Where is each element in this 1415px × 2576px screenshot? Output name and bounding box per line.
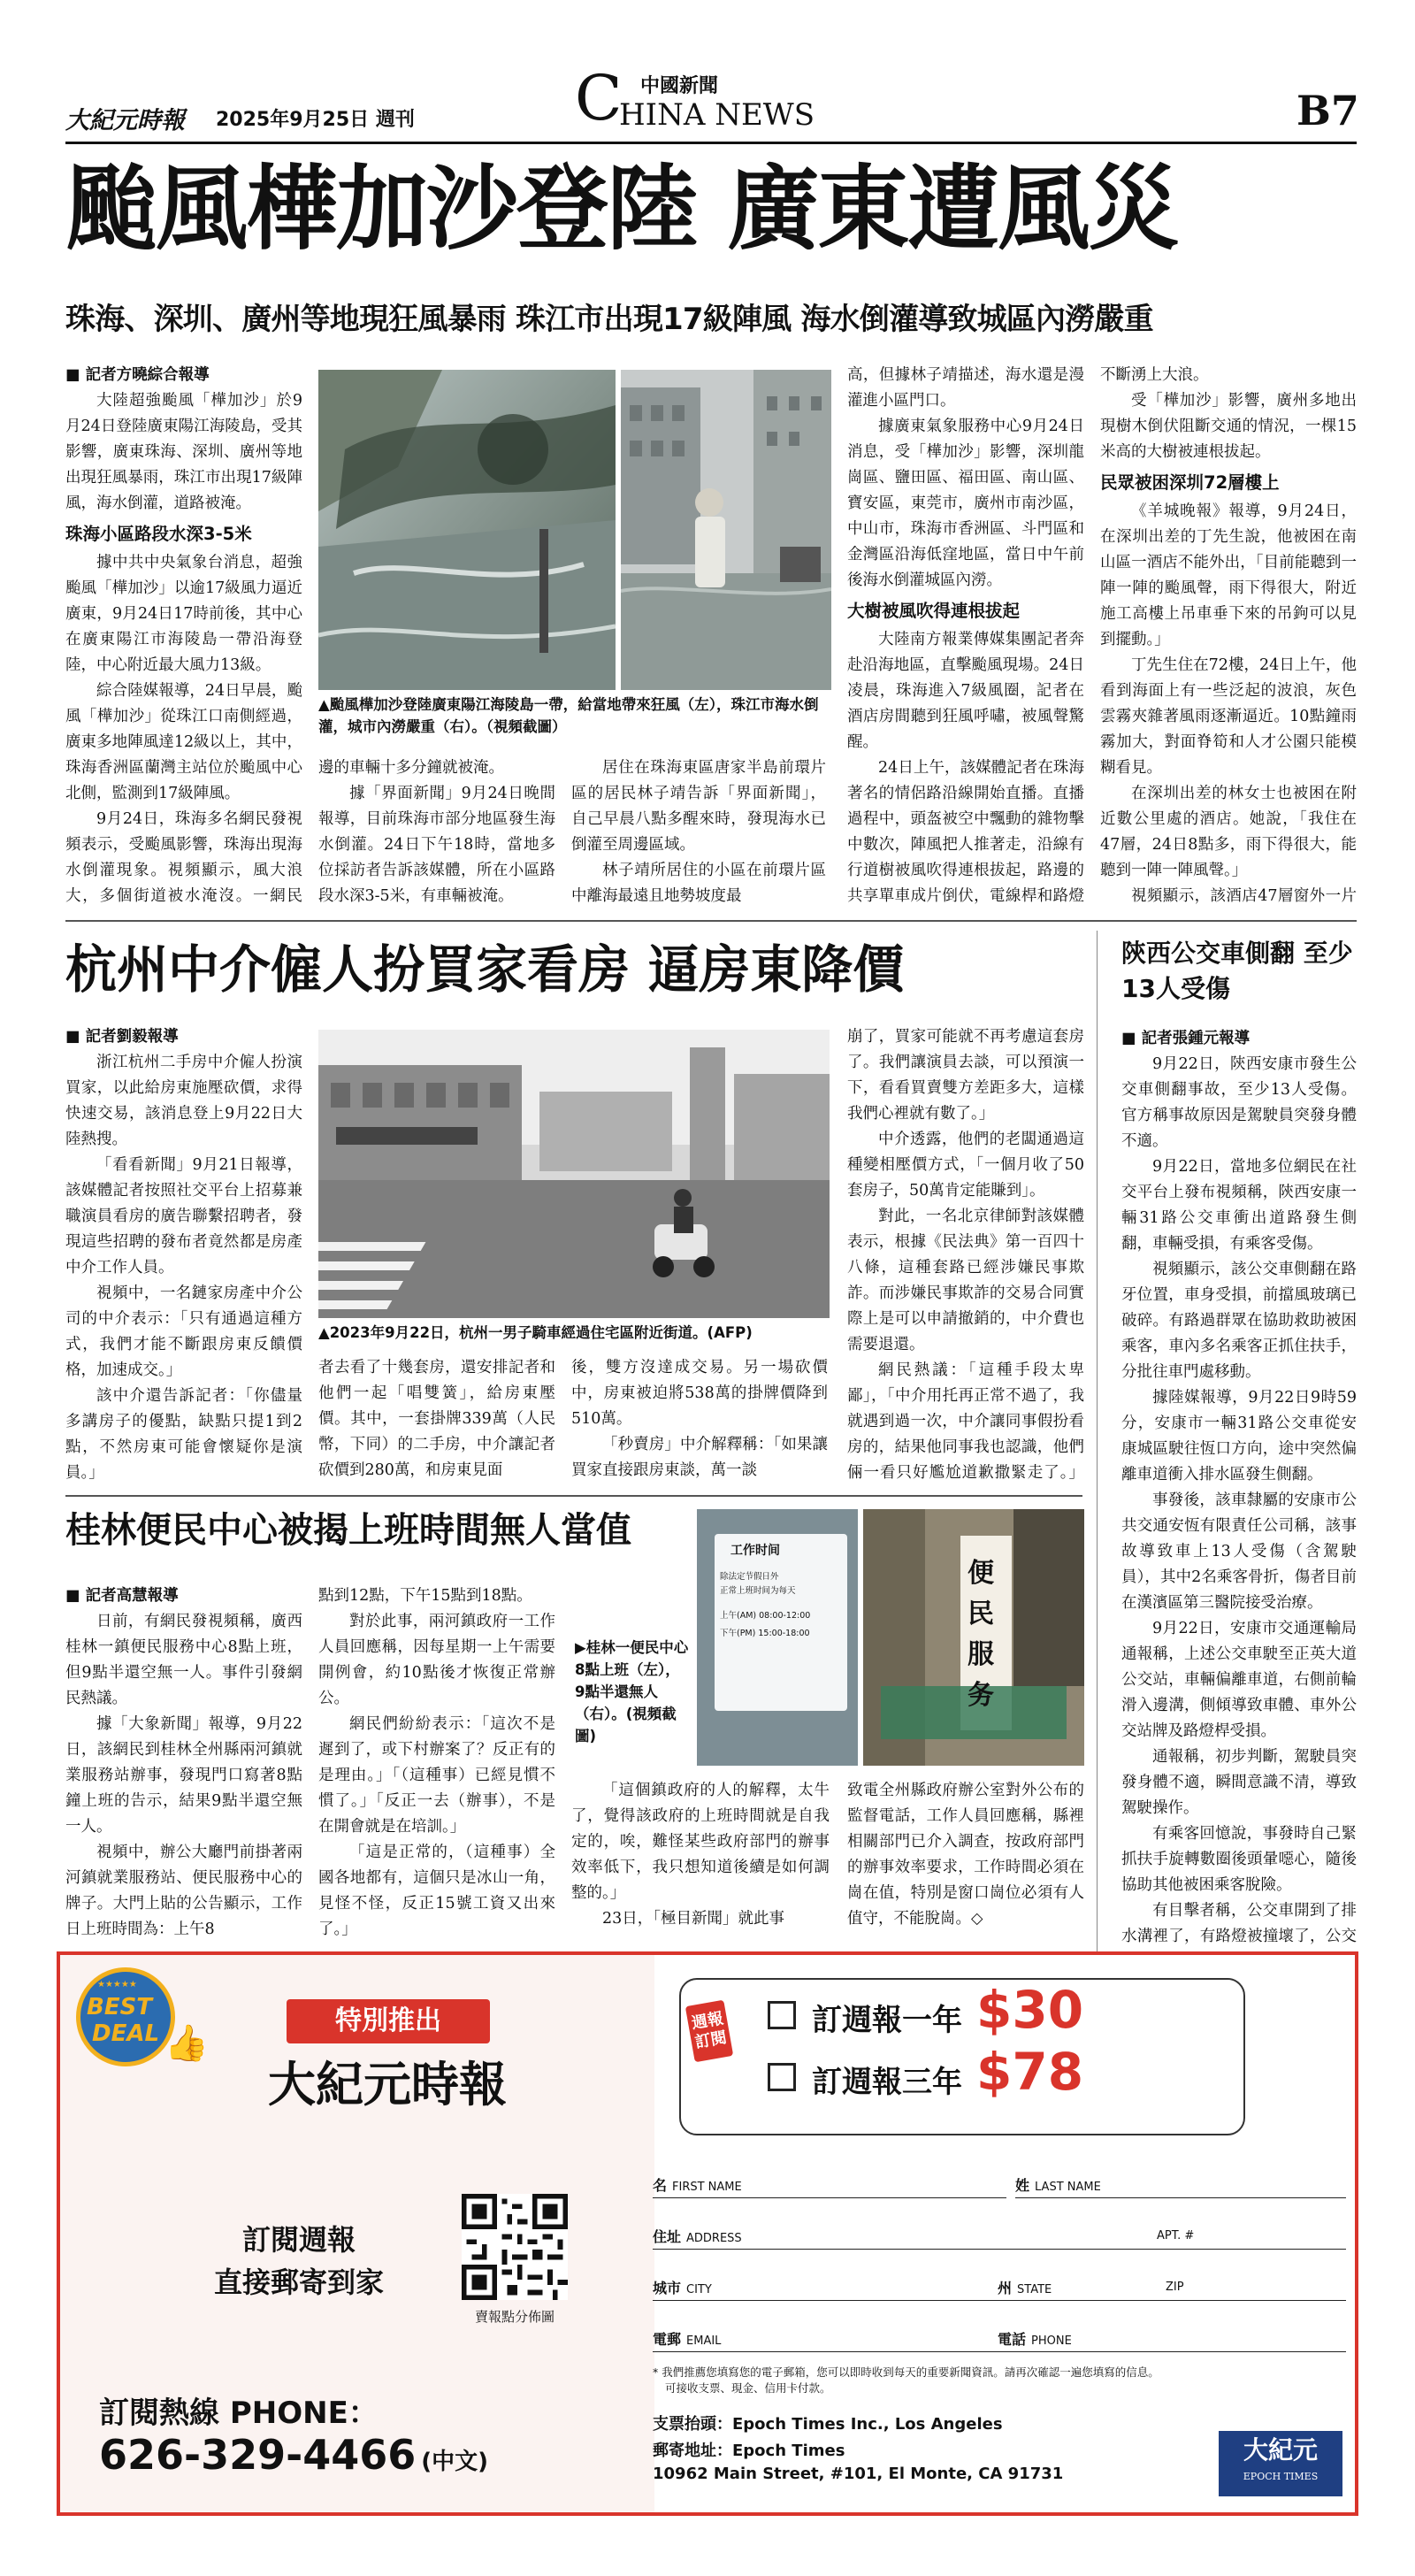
field-label: 姓 xyxy=(1015,2177,1030,2194)
field-label-en: FIRST NAME xyxy=(672,2181,742,2194)
qr-caption: 賣報點分佈圖 xyxy=(474,2309,555,2325)
sign-title: 工作时间 xyxy=(730,1544,780,1558)
payee-line xyxy=(653,2411,1003,2434)
subscription-ad xyxy=(57,1951,1358,2516)
field-underline xyxy=(653,2351,1346,2352)
lead-headline: 颱風樺加沙登陸 廣東遭風災 xyxy=(65,155,1179,263)
paragraph: 受「樺加沙」影響，廣州多地出現樹木倒伏阻斷交通的情況，一棵15米高的大樹被連根拔起。 xyxy=(1100,392,1357,461)
city-field[interactable] xyxy=(653,2277,712,2297)
hotline[interactable] xyxy=(99,2431,488,2479)
byline: ■ 記者張鍾元報導 xyxy=(1121,1030,1251,1047)
paragraph: 綜合陸媒報導，24日早晨，颱風「樺加沙」從珠江口南側經過，廣東多地陣風達12級以上，其中，珠海香洲區蘭灣主站位於颱風中心北側，監測到17級陣風。 xyxy=(65,682,302,802)
paragraph: 大陸南方報業傳媒集團記者奔赴沿海地區，直擊颱風現場。24日凌晨，珠海進入7級風圈，記者在酒店房間聽到狂風呼嘯，被風聲驚醒。 xyxy=(847,631,1084,751)
paragraph: 點到12點，下午15點到18點。 xyxy=(318,1587,532,1605)
paragraph: 據陸媒報導，9月22日9時59分，安康市一輛31路公交車從安康城區駛往恆口方向，途中突然偏離車道衝入排水區發生側翻。 xyxy=(1121,1389,1357,1484)
field-label: 電話 xyxy=(998,2331,1027,2348)
paragraph: 9月22日，安康市交通運輸局通報稱，上述公交車駛至正英大道公交站，車輛偏離車道，右側前輪滑入邊溝，側傾導致車體、車外公交站牌及路燈桿受損。 xyxy=(1121,1620,1357,1740)
mail-name: Epoch Times xyxy=(732,2442,845,2460)
section-logo xyxy=(575,62,840,134)
paragraph: 24日上午，該媒體記者在珠海著名的情侶路沿線開始直播。直播過程中，頭盔被空中飄動的雜物擊中數次，陣風把人推著走，沿線有行道樹被風吹得連根拔起，路邊的共享單車成片倒伏，電線桿和路燈 xyxy=(847,759,1084,905)
apt-field[interactable] xyxy=(1157,2226,1194,2242)
lead-photo-caption: ▲颱風樺加沙登陸廣東陽江海陵島一帶，給當地帶來狂風（左），珠江市海水倒灌，城市內澇嚴重（右）。（視頻截圖） xyxy=(318,696,819,735)
hangzhou-column-3 xyxy=(571,1355,828,1484)
guilin-headline: 桂林便民中心被揭上班時間無人當值 xyxy=(65,1510,631,1551)
sign-hours-pm: 下午(PM) 15:00-18:00 xyxy=(720,1629,810,1638)
sign-line: 正常上班时间为每天 xyxy=(720,1586,796,1596)
field-label-en: ADDRESS xyxy=(686,2232,742,2245)
paragraph: 在深圳出差的林女士也被困在附近數公里處的酒店。她說，「我住在47層，24日8點多，雨下得很大，能聽到一陣一陣風聲。」 xyxy=(1100,785,1357,879)
paper-name: 大紀元時報 xyxy=(65,107,185,134)
offer2-label: 訂週報三年 xyxy=(812,2065,962,2100)
paragraph: 9月22日，陝西安康市發生公交車側翻事故，至少13人受傷。官方稱事故原因是駕駛員突發身體不適。 xyxy=(1121,1055,1357,1150)
typhoon-wind-photo xyxy=(318,370,616,690)
field-label: 城市 xyxy=(653,2280,682,2296)
lead-column-3 xyxy=(571,755,826,911)
paragraph: 視頻中，一名鏈家房產中介公司的中介表示：「只有通過這種方式，我們才能不斷跟房東反饋價格，加速成交。」 xyxy=(65,1284,302,1379)
guilin-column-1 xyxy=(65,1583,302,1937)
paragraph: 「這個鎮政府的人的解釋，太牛了，覺得該政府的上班時間就是自我定的，唉，難怪某些政府部門的辦事效率低下，我只想知道後續是如何調整的。」 xyxy=(571,1782,830,1902)
subscribe-line: 訂閱週報 xyxy=(241,2223,356,2257)
badge-stars: ★★★★★ xyxy=(97,1980,137,1990)
lead-column-4 xyxy=(847,363,1084,911)
last-name-field[interactable] xyxy=(1015,2174,1101,2195)
paragraph: 該中介還告訴記者：「你儘量多講房子的優點，缺點只提1到2點，不然房東可能會懷疑你是演員。」 xyxy=(65,1387,302,1482)
field-underline xyxy=(653,2197,1006,2198)
section-divider xyxy=(65,920,1357,922)
field-underline xyxy=(653,2300,1346,2301)
qr-code[interactable] xyxy=(462,2194,568,2300)
address-field[interactable] xyxy=(653,2226,742,2246)
offer-ticket xyxy=(679,1978,1245,2135)
epoch-times-logo xyxy=(1219,2431,1342,2496)
paragraph: 日前，有網民發視頻稱，廣西桂林一鎮便民服務中心8點上班，但9點半還空無一人。事件引發網民熱議。 xyxy=(65,1613,302,1707)
offer1-label: 訂週報一年 xyxy=(812,2003,962,2038)
masthead-rule xyxy=(65,142,1357,144)
paragraph: 「秒賣房」中介解釋稱：「如果讓買家直接跟房東談，萬一談 xyxy=(571,1436,828,1479)
paragraph: 通報稱，初步判斷，駕駛員突發身體不適，瞬間意識不清，導致駕駛操作。 xyxy=(1121,1748,1357,1817)
sign-line: 除法定节假日外 xyxy=(720,1572,779,1582)
field-label-en: EMAIL xyxy=(686,2334,722,2348)
paragraph: 網民熱議：「這種手段太卑鄙」，「中介用托再正常不過了，我就遇到過一次，中介讓同事假扮看房的，結果他同事我也認識，他們倆一看只好尷尬道歉撒緊走了。」 xyxy=(847,1361,1084,1482)
form-note: 可接收支票、現金、信用卡付款。 xyxy=(665,2381,831,2395)
badge-text: BEST xyxy=(87,1994,153,2020)
paragraph: 據中共中央氣象台消息，超強颱風「樺加沙」以逾17級風力逼近廣東，9月24日17時前後，其中心在廣東陽江市海陵島一帶沿海登陸，中心附近最大風力13級。 xyxy=(65,554,302,674)
paragraph: 《羊城晚報》報導，9月24日，在深圳出差的丁先生說，他被困在南山區一酒店不能外出，「目前能聽到一陣一陣的颱風聲，雨下得很大，附近施工高樓上吊車垂下來的吊鉤可以見到擺動。」 xyxy=(1100,502,1357,648)
logo-en: EPOCH TIMES xyxy=(1243,2471,1319,2482)
paragraph: 者去看了十幾套房，還安排記者和他們一起「唱雙簧」，給房東壓價。其中，一套掛牌339萬（人民幣，下同）的二手房，中介讓記者砍價到280萬，和房東見面 xyxy=(318,1359,555,1479)
guilin-sign-photo xyxy=(697,1509,858,1766)
hangzhou-street-photo xyxy=(318,1030,830,1318)
hangzhou-headline: 杭州中介僱人扮買家看房 逼房東降價 xyxy=(65,939,905,1000)
form-note: * 我們推薦您填寫您的電子郵箱，您可以即時收到每天的重要新聞資訊。請再次確認一遍您填寫的信息。 xyxy=(653,2365,1159,2379)
paragraph: 不斷湧上大浪。 xyxy=(1100,366,1209,384)
sign-hours-am: 上午(AM) 08:00-12:00 xyxy=(720,1611,811,1621)
guilin-column-2 xyxy=(318,1583,555,1937)
logo-zh: 大紀元 xyxy=(1243,2435,1318,2465)
paragraph: 9月24日，珠海多名網民發視頻表示，受颱風影響，珠海出現海水倒灌現象。視頻顯示，風大浪大，多個街道被水淹沒。一網民 xyxy=(65,810,302,905)
offer2-checkbox[interactable] xyxy=(768,2063,796,2091)
field-label-en: ZIP xyxy=(1166,2281,1184,2294)
section-en: HINA NEWS xyxy=(619,97,815,133)
page-number: B7 xyxy=(1296,87,1359,134)
lead-column-5 xyxy=(1100,363,1357,911)
paragraph: 事發後，該車隸屬的安康市公共交通安恆有限責任公司稱，該事故導致車上13人受傷（含駕駛員），其中2名乘客骨折，傷者目前在漢濱區第三醫院接受治療。 xyxy=(1121,1491,1357,1612)
field-label: 住址 xyxy=(653,2228,682,2245)
hangzhou-photo-caption: ▲2023年9月22日，杭州一男子騎車經過住宅區附近街道。(AFP) xyxy=(318,1324,753,1341)
hotline-number[interactable]: 626-329-4466 xyxy=(99,2431,417,2479)
byline: ■ 記者方曉綜合報導 xyxy=(65,366,210,384)
field-label-en: APT. # xyxy=(1157,2229,1195,2242)
paragraph: 「看看新聞」9月21日報導，該媒體記者按照社交平台上招募兼職演員看房的廣告聯繫招聘者，發現這些招聘的發布者竟然都是房產中介工作人員。 xyxy=(65,1156,302,1276)
paragraph: 視頻中，辦公大廳門前掛著兩河鎮就業服務站、便民服務中心的牌子。大門上貼的公告顯示，工作日上班時間為：上午8 xyxy=(65,1844,302,1937)
issue-date: 2025年9月25日 週刊 xyxy=(216,109,415,131)
section-zh: 中國新聞 xyxy=(640,75,719,97)
paragraph: 對此，一名北京律師對該媒體表示，根據《民法典》第一百四十八條，這種套路已經涉嫌民事欺詐。而涉嫌民事欺詐的交易合同實際上是可以申請撤銷的，中介費也需要退還。 xyxy=(847,1208,1084,1353)
paragraph: 邊的車輛十多分鐘就被淹。 xyxy=(318,759,504,777)
paragraph: 林子靖所居住的小區在前環片區中離海最遠且地勢坡度最 xyxy=(571,862,826,905)
lead-column-2 xyxy=(318,755,555,911)
sign-service-text: 便民服务 xyxy=(968,1558,994,1711)
subscription-tag: 週報訂閱 xyxy=(685,2000,733,2063)
guilin-column-4 xyxy=(847,1778,1084,1937)
ad-title: 大紀元時報 xyxy=(268,2057,507,2112)
offer2-price: $78 xyxy=(976,2042,1084,2102)
paragraph: 有乘客回憶說，事發時自己緊抓扶手旋轉數圈後頭暈噁心，隨後協助其他被困乘客脫險。 xyxy=(1121,1825,1357,1894)
guilin-office-photo xyxy=(863,1509,1084,1766)
paragraph: 居住在珠海東區唐家半島前環片區的居民林子靖告訴「界面新聞」，自己早晨八點多醒來時，發現海水已倒灌至周邊區域。 xyxy=(571,759,826,854)
paragraph: 致電全州縣政府辦公室對外公布的監督電話，工作人員回應稱，縣裡相關部門已介入調查，按政府部門的辦事效率要求，工作時間必須在崗在值，特別是窗口崗位必須有人值守，不能脫崗。◇ xyxy=(847,1782,1084,1928)
subscribe-line: 直接郵寄到家 xyxy=(213,2266,384,2299)
field-underline xyxy=(1015,2197,1346,2198)
payee: Epoch Times Inc., Los Angeles xyxy=(732,2415,1003,2434)
section-initial: C xyxy=(575,62,623,134)
paragraph: 視頻顯示，該酒店47層窗外一片 xyxy=(1131,887,1357,905)
mail-label: 郵寄地址： xyxy=(653,2442,732,2460)
hotline-label: 訂閱熱線 PHONE： xyxy=(99,2396,379,2431)
paragraph: 浙江杭州二手房中介僱人扮演買家，以此給房東施壓砍價，求得快速交易，該消息登上9月22日大陸熱搜。 xyxy=(65,1054,302,1148)
hangzhou-column-1 xyxy=(65,1024,302,1484)
lead-column-1 xyxy=(65,363,302,911)
shaanxi-headline: 陝西公交車側翻 至少13人受傷 xyxy=(1121,939,1353,1003)
field-label: 電郵 xyxy=(653,2331,682,2348)
guilin-photo-caption: ▶桂林一便民中心8點上班（左），9點半還無人（右）。(視頻截圖) xyxy=(575,1639,689,1744)
thumbs-up-icon: 👍 xyxy=(164,2023,209,2064)
paragraph: 視頻顯示，該公交車側翻在路牙位置，車身受損，前擋風玻璃已破碎。有路過群眾在協助救助被困乘客，車內多名乘客正抓住扶手，分批往車門處移動。 xyxy=(1121,1261,1357,1381)
best-deal-badge xyxy=(76,1967,209,2082)
section-divider xyxy=(65,1495,1082,1497)
zip-field[interactable] xyxy=(1166,2277,1184,2294)
email-field[interactable] xyxy=(653,2328,721,2349)
paragraph: 後，雙方沒達成交易。另一場砍價中，房東被迫將538萬的掛牌價降到510萬。 xyxy=(571,1359,828,1428)
field-label: 州 xyxy=(998,2280,1013,2296)
offer1-price: $30 xyxy=(976,1980,1084,2040)
lead-subhead: 珠海、深圳、廣州等地現狂風暴雨 珠江市出現17級陣風 海水倒灌導致城區內澇嚴重 xyxy=(65,302,1153,337)
paragraph: 崩了，買家可能就不再考慮這套房了。我們讓演員去談，可以預演一下，看看買賣雙方差距多大，這樣我們心裡就有數了。」 xyxy=(847,1028,1084,1123)
subheading: 民眾被困深圳72層樓上 xyxy=(1100,472,1280,493)
field-underline xyxy=(653,2249,1346,2250)
phone-field[interactable] xyxy=(998,2328,1072,2349)
paragraph: 「這是正常的，（這種事）全國各地都有，這個只是冰山一角，見怪不怪，反正15號工資又出來了。」 xyxy=(318,1844,555,1937)
field-label-en: CITY xyxy=(686,2283,712,2296)
paragraph: 大陸超強颱風「樺加沙」於9月24日登陸廣東陽江海陵島，受其影響，廣東珠海、深圳、廣州等地出現狂風暴雨，珠江市出現17級陣風，海水倒灌，道路被淹。 xyxy=(65,392,302,512)
flooded-street-photo xyxy=(621,370,831,690)
hotline-language: (中文) xyxy=(421,2449,489,2475)
mail-street: 10962 Main Street, #101, El Monte, CA 91731 xyxy=(653,2465,1064,2483)
paragraph: 23日，「極目新聞」就此事 xyxy=(602,1910,785,1928)
hangzhou-column-2 xyxy=(318,1355,555,1484)
paragraph: 據廣東氣象服務中心9月24日消息，受「樺加沙」影響，深圳龍崗區、鹽田區、福田區、南山區、寶安區，東莞市，廣州市南沙區，中山市，珠海市香洲區、斗門區和金灣區沿海低窪地區，當日中午前後海水倒灌城區內澇。 xyxy=(847,418,1084,589)
sign-board xyxy=(715,1534,847,1711)
field-label-en: LAST NAME xyxy=(1035,2181,1101,2194)
special-ribbon: 特別推出 xyxy=(287,1999,490,2043)
subheading: 大樹被風吹得連根拔起 xyxy=(847,601,1021,621)
first-name-field[interactable] xyxy=(653,2174,742,2195)
mail-line xyxy=(653,2438,845,2461)
subheading: 珠海小區路段水深3-5米 xyxy=(65,524,252,544)
badge-text: DEAL xyxy=(92,2020,160,2047)
paragraph: 網民們紛紛表示：「這次不是遲到了，或下村辦案了？反正有的是理由。」「（這種事）已經見慣不慣了。」「反正一去（辦事），不是在開會就是在培訓。」 xyxy=(318,1715,555,1836)
paragraph: 丁先生住在72樓，24日上午，他看到海面上有一些泛起的波浪，灰色雲霧夾雜著風雨逐漸逼近。10點鐘雨霧加大，對面脊筍和人才公園只能模糊看見。 xyxy=(1100,656,1357,777)
guilin-column-3 xyxy=(571,1778,830,1937)
state-field[interactable] xyxy=(998,2277,1052,2297)
field-label-en: STATE xyxy=(1017,2283,1052,2296)
byline: ■ 記者高慧報導 xyxy=(65,1587,179,1605)
byline: ■ 記者劉毅報導 xyxy=(65,1028,179,1046)
field-label: 名 xyxy=(653,2177,668,2194)
paragraph: 9月22日，當地多位網民在社交平台上發布視頻稱，陝西安康一輛31路公交車衝出道路發生側翻，車輛受損，有乘客受傷。 xyxy=(1121,1158,1357,1253)
payee-label: 支票抬頭： xyxy=(653,2415,732,2434)
paragraph: 中介透露，他們的老闆通過這種變相壓價方式，「一個月收了50套房子，50萬肯定能賺到」。 xyxy=(847,1131,1084,1200)
paragraph: 對於此事，兩河鎮政府一工作人員回應稱，因每星期一上午需要開例會，約10點後才恢復正常辦公。 xyxy=(318,1613,555,1707)
paragraph: 高，但據林子靖描述，海水還是漫灌進小區門口。 xyxy=(847,366,1084,410)
paragraph: 據「大象新聞」報導，9月22日，該網民到桂林全州縣兩河鎮就業服務站辦事，發現門口寫著8點鐘上班的告示，結果9點半還空無一人。 xyxy=(65,1715,302,1836)
paragraph: 有目擊者稱，公交車開到了排水溝裡了，有路燈被撞壞了，公交 xyxy=(1121,1902,1357,1945)
hangzhou-column-4 xyxy=(847,1024,1084,1484)
paragraph: 據「界面新聞」9月24日晚間報導，目前珠海市部分地區發生海水倒灌。24日下午18時，當地多位採訪者告訴該媒體，所在小區路段水深3-5米，有車輛被淹。 xyxy=(318,785,555,905)
offer1-checkbox[interactable] xyxy=(768,2001,796,2029)
field-label-en: PHONE xyxy=(1031,2334,1072,2348)
